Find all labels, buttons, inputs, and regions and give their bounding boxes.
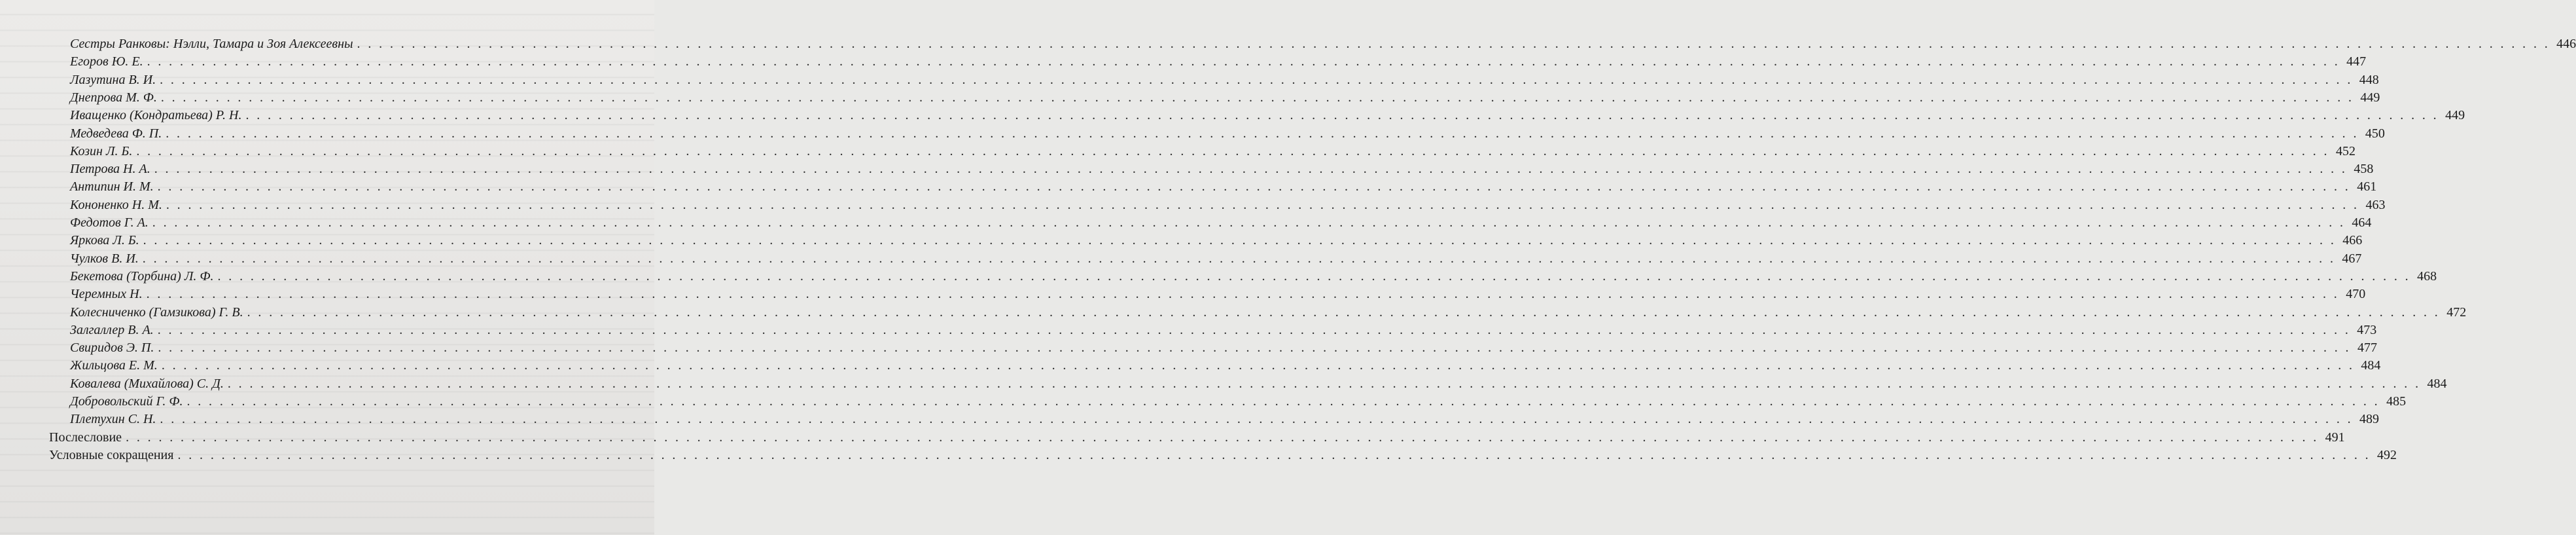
toc-entry-page: 484	[2361, 358, 2381, 373]
toc-entry	[70, 143, 2355, 160]
toc-entry	[70, 268, 2437, 286]
dot-leader: . . . . . . . . . . . . . . . . . . . . . . . . . . . . . . . . . . . . . . . . . . . . . . . . . . . . . . . . . . . . . . . . . . . . . . . . . . . . . . . . . . . . . . . . . . . . . . . . . . . . . . . . . . . . . . . . . . . . . . . . . . . . . . . . . . . . . . . . . . . . . . . . . . . . . . . . . . . . . . . . . . . . . . . . . . . . . . . . . . . . . . . . . . . . . . . . . . . . . . . .	[160, 90, 2354, 105]
toc-entry-title: Ковалева (Михайлова) С. Д.	[70, 376, 224, 391]
toc-entry-page: 491	[2325, 430, 2345, 445]
dot-leader: . . . . . . . . . . . . . . . . . . . . . . . . . . . . . . . . . . . . . . . . . . . . . . . . . . . . . . . . . . . . . . . . . . . . . . . . . . . . . . . . . . . . . . . . . . . . . . . . . . . . . . . . . . . . . . . . . . . . . . . . . . . . . . . . . . . . . . . . . . . . . . . . . . . . . . . . . . . . . . . . . . . . . . . . . . . . . . . . . . . . . . . . . . . . . . . . . . . . . . . .	[142, 251, 2336, 266]
toc-entry-page: 473	[2357, 322, 2377, 337]
toc-entry-title: Залгаллер В. А.	[70, 322, 154, 337]
toc-entry-page: 489	[2359, 412, 2380, 427]
dot-leader: . . . . . . . . . . . . . . . . . . . . . . . . . . . . . . . . . . . . . . . . . . . . . . . . . . . . . . . . . . . . . . . . . . . . . . . . . . . . . . . . . . . . . . . . . . . . . . . . . . . . . . . . . . . . . . . . . . . . . . . . . . . . . . . . . . . . . . . . . . . . . . . . . . . . . . . . . . . . . . . . . . . . . . . . . . . . . . . . . . . . . . . . . . . . . . . . . . . . . . . .	[146, 287, 2340, 302]
dot-leader: . . . . . . . . . . . . . . . . . . . . . . . . . . . . . . . . . . . . . . . . . . . . . . . . . . . . . . . . . . . . . . . . . . . . . . . . . . . . . . . . . . . . . . . . . . . . . . . . . . . . . . . . . . . . . . . . . . . . . . . . . . . . . . . . . . . . . . . . . . . . . . . . . . . . . . . . . . . . . . . . . . . . . . . . . . . . . . . . . . . . . . . . . . . . . . . . . . . . . . . .	[217, 268, 2411, 284]
dot-leader: . . . . . . . . . . . . . . . . . . . . . . . . . . . . . . . . . . . . . . . . . . . . . . . . . . . . . . . . . . . . . . . . . . . . . . . . . . . . . . . . . . . . . . . . . . . . . . . . . . . . . . . . . . . . . . . . . . . . . . . . . . . . . . . . . . . . . . . . . . . . . . . . . . . . . . . . . . . . . . . . . . . . . . . . . . . . . . . . . . . . . . . . . . . . . . . . . . . . . . . .	[136, 143, 2329, 158]
toc-entry-page: 449	[2445, 108, 2465, 123]
toc-entry-title: Добровольский Г. Ф.	[70, 394, 183, 409]
toc-entry-page: 464	[2352, 215, 2372, 230]
dot-leader: . . . . . . . . . . . . . . . . . . . . . . . . . . . . . . . . . . . . . . . . . . . . . . . . . . . . . . . . . . . . . . . . . . . . . . . . . . . . . . . . . . . . . . . . . . . . . . . . . . . . . . . . . . . . . . . . . . . . . . . . . . . . . . . . . . . . . . . . . . . . . . . . . . . . . . . . . . . . . . . . . . . . . . . . . . . . . . . . . . . . . . . . . . . . . . . . . . . . . . . .	[177, 447, 2371, 462]
toc-entry-title: Свиридов Э. П.	[70, 341, 154, 356]
toc-entry	[70, 71, 2379, 89]
toc-entry-page: 467	[2342, 251, 2362, 266]
dot-leader: . . . . . . . . . . . . . . . . . . . . . . . . . . . . . . . . . . . . . . . . . . . . . . . . . . . . . . . . . . . . . . . . . . . . . . . . . . . . . . . . . . . . . . . . . . . . . . . . . . . . . . . . . . . . . . . . . . . . . . . . . . . . . . . . . . . . . . . . . . . . . . . . . . . . . . . . . . . . . . . . . . . . . . . . . . . . . . . . . . . . . . . . . . . . . . . . . . . . . . . .	[160, 72, 2353, 87]
toc-entry-page: 468	[2417, 268, 2437, 284]
toc-entry-page: 461	[2357, 179, 2377, 194]
toc-entry	[70, 375, 2447, 393]
toc-entry	[70, 339, 2377, 357]
dot-leader: . . . . . . . . . . . . . . . . . . . . . . . . . . . . . . . . . . . . . . . . . . . . . . . . . . . . . . . . . . . . . . . . . . . . . . . . . . . . . . . . . . . . . . . . . . . . . . . . . . . . . . . . . . . . . . . . . . . . . . . . . . . . . . . . . . . . . . . . . . . . . . . . . . . . . . . . . . . . . . . . . . . . . . . . . . . . . . . . . . . . . . . . . . . . . . . . . . . . . . . .	[227, 376, 2421, 391]
toc-entry-page: 463	[2365, 197, 2386, 212]
toc-entry-title: Федотов Г. А.	[70, 215, 149, 230]
toc-entry-page: 466	[2342, 233, 2363, 248]
dot-leader: . . . . . . . . . . . . . . . . . . . . . . . . . . . . . . . . . . . . . . . . . . . . . . . . . . . . . . . . . . . . . . . . . . . . . . . . . . . . . . . . . . . . . . . . . . . . . . . . . . . . . . . . . . . . . . . . . . . . . . . . . . . . . . . . . . . . . . . . . . . . . . . . . . . . . . . . . . . . . . . . . . . . . . . . . . . . . . . . . . . . . . . . . . . . . . . . . . . . . . . .	[166, 197, 2359, 212]
toc-entry	[70, 178, 2377, 196]
dot-leader: . . . . . . . . . . . . . . . . . . . . . . . . . . . . . . . . . . . . . . . . . . . . . . . . . . . . . . . . . . . . . . . . . . . . . . . . . . . . . . . . . . . . . . . . . . . . . . . . . . . . . . . . . . . . . . . . . . . . . . . . . . . . . . . . . . . . . . . . . . . . . . . . . . . . . . . . . . . . . . . . . . . . . . . . . . . . . . . . . . . . . . . . . . . . . . . . . . . . . . . .	[154, 162, 2348, 177]
toc-entry-page: 447	[2346, 54, 2367, 69]
dot-leader: . . . . . . . . . . . . . . . . . . . . . . . . . . . . . . . . . . . . . . . . . . . . . . . . . . . . . . . . . . . . . . . . . . . . . . . . . . . . . . . . . . . . . . . . . . . . . . . . . . . . . . . . . . . . . . . . . . . . . . . . . . . . . . . . . . . . . . . . . . . . . . . . . . . . . . . . . . . . . . . . . . . . . . . . . . . . . . . . . . . . . . . . . . . . . . . . . . . . . . . .	[126, 430, 2319, 445]
toc-entry-page: 458	[2354, 162, 2374, 177]
toc-entry	[49, 447, 2397, 464]
dot-leader: . . . . . . . . . . . . . . . . . . . . . . . . . . . . . . . . . . . . . . . . . . . . . . . . . . . . . . . . . . . . . . . . . . . . . . . . . . . . . . . . . . . . . . . . . . . . . . . . . . . . . . . . . . . . . . . . . . . . . . . . . . . . . . . . . . . . . . . . . . . . . . . . . . . . . . . . . . . . . . . . . . . . . . . . . . . . . . . . . . . . . . . . . . . . . . . . . . . . . . . .	[161, 358, 2355, 373]
toc-entry-title: Петрова Н. А.	[70, 162, 150, 177]
toc-entry-title: Условные сокращения	[49, 447, 174, 462]
toc-entry-title: Иващенко (Кондратьева) Р. Н.	[70, 108, 242, 123]
toc-entry	[70, 214, 2372, 232]
dot-leader: . . . . . . . . . . . . . . . . . . . . . . . . . . . . . . . . . . . . . . . . . . . . . . . . . . . . . . . . . . . . . . . . . . . . . . . . . . . . . . . . . . . . . . . . . . . . . . . . . . . . . . . . . . . . . . . . . . . . . . . . . . . . . . . . . . . . . . . . . . . . . . . . . . . . . . . . . . . . . . . . . . . . . . . . . . . . . . . . . . . . . . . . . . . . . . . . . . . . . . . .	[143, 233, 2337, 248]
dot-leader: . . . . . . . . . . . . . . . . . . . . . . . . . . . . . . . . . . . . . . . . . . . . . . . . . . . . . . . . . . . . . . . . . . . . . . . . . . . . . . . . . . . . . . . . . . . . . . . . . . . . . . . . . . . . . . . . . . . . . . . . . . . . . . . . . . . . . . . . . . . . . . . . . . . . . . . . . . . . . . . . . . . . . . . . . . . . . . . . . . . . . . . . . . . . . . . . . . . . . . . .	[147, 54, 2340, 69]
dot-leader: . . . . . . . . . . . . . . . . . . . . . . . . . . . . . . . . . . . . . . . . . . . . . . . . . . . . . . . . . . . . . . . . . . . . . . . . . . . . . . . . . . . . . . . . . . . . . . . . . . . . . . . . . . . . . . . . . . . . . . . . . . . . . . . . . . . . . . . . . . . . . . . . . . . . . . . . . . . . . . . . . . . . . . . . . . . . . . . . . . . . . . . . . . . . . . . . . . . . . . . .	[245, 108, 2439, 123]
dot-leader: . . . . . . . . . . . . . . . . . . . . . . . . . . . . . . . . . . . . . . . . . . . . . . . . . . . . . . . . . . . . . . . . . . . . . . . . . . . . . . . . . . . . . . . . . . . . . . . . . . . . . . . . . . . . . . . . . . . . . . . . . . . . . . . . . . . . . . . . . . . . . . . . . . . . . . . . . . . . . . . . . . . . . . . . . . . . . . . . . . . . . . . . . . . . . . . . . . . . . . . .	[160, 412, 2354, 427]
dot-leader: . . . . . . . . . . . . . . . . . . . . . . . . . . . . . . . . . . . . . . . . . . . . . . . . . . . . . . . . . . . . . . . . . . . . . . . . . . . . . . . . . . . . . . . . . . . . . . . . . . . . . . . . . . . . . . . . . . . . . . . . . . . . . . . . . . . . . . . . . . . . . . . . . . . . . . . . . . . . . . . . . . . . . . . . . . . . . . . . . . . . . . . . . . . . . . . . . . . . . . . .	[157, 179, 2351, 194]
dot-leader: . . . . . . . . . . . . . . . . . . . . . . . . . . . . . . . . . . . . . . . . . . . . . . . . . . . . . . . . . . . . . . . . . . . . . . . . . . . . . . . . . . . . . . . . . . . . . . . . . . . . . . . . . . . . . . . . . . . . . . . . . . . . . . . . . . . . . . . . . . . . . . . . . . . . . . . . . . . . . . . . . . . . . . . . . . . . . . . . . . . . . . . . . . . . . . . . . . . . . . . .	[152, 215, 2346, 230]
toc-entry	[70, 304, 2467, 322]
toc-entry-page: 484	[2427, 376, 2447, 391]
toc-entry	[70, 53, 2367, 71]
toc-entry-title: Бекетова (Торбина) Л. Ф.	[70, 268, 214, 284]
dot-leader: . . . . . . . . . . . . . . . . . . . . . . . . . . . . . . . . . . . . . . . . . . . . . . . . . . . . . . . . . . . . . . . . . . . . . . . . . . . . . . . . . . . . . . . . . . . . . . . . . . . . . . . . . . . . . . . . . . . . . . . . . . . . . . . . . . . . . . . . . . . . . . . . . . . . . . . . . . . . . . . . . . . . . . . . . . . . . . . . . . . . . . . . . . . . . . . . . . . . . . . .	[158, 341, 2351, 356]
dot-leader: . . . . . . . . . . . . . . . . . . . . . . . . . . . . . . . . . . . . . . . . . . . . . . . . . . . . . . . . . . . . . . . . . . . . . . . . . . . . . . . . . . . . . . . . . . . . . . . . . . . . . . . . . . . . . . . . . . . . . . . . . . . . . . . . . . . . . . . . . . . . . . . . . . . . . . . . . . . . . . . . . . . . . . . . . . . . . . . . . . . . . . . . . . . . . . . . . . . . . . . .	[157, 322, 2351, 337]
toc-entry	[70, 196, 2386, 214]
toc-entry	[70, 125, 2385, 143]
toc-entry-page: 472	[2446, 304, 2467, 320]
toc-entry	[70, 232, 2363, 249]
toc-entry-title: Черемных Н.	[70, 287, 143, 302]
toc-entry	[70, 107, 2465, 124]
toc-entry-title: Козин Л. Б.	[70, 143, 133, 158]
toc-entry-page: 492	[2377, 447, 2397, 462]
toc-entry	[70, 286, 2366, 303]
toc-entry	[70, 89, 2380, 107]
toc-entry	[70, 393, 2407, 411]
toc-entry-title: Плетухин С. Н.	[70, 412, 156, 427]
toc-entry-title: Жильцова Е. М.	[70, 358, 158, 373]
toc-entry-title: Лазутина В. И.	[70, 72, 156, 87]
toc-entry-title: Яркова Л. Б.	[70, 233, 139, 248]
toc-entry	[70, 411, 2380, 428]
dot-leader: . . . . . . . . . . . . . . . . . . . . . . . . . . . . . . . . . . . . . . . . . . . . . . . . . . . . . . . . . . . . . . . . . . . . . . . . . . . . . . . . . . . . . . . . . . . . . . . . . . . . . . . . . . . . . . . . . . . . . . . . . . . . . . . . . . . . . . . . . . . . . . . . . . . . . . . . . . . . . . . . . . . . . . . . . . . . . . . . . . . . . . . . . . . . . . . . . . . . . . . .	[186, 394, 2380, 409]
dot-leader: . . . . . . . . . . . . . . . . . . . . . . . . . . . . . . . . . . . . . . . . . . . . . . . . . . . . . . . . . . . . . . . . . . . . . . . . . . . . . . . . . . . . . . . . . . . . . . . . . . . . . . . . . . . . . . . . . . . . . . . . . . . . . . . . . . . . . . . . . . . . . . . . . . . . . . . . . . . . . . . . . . . . . . . . . . . . . . . . . . . . . . . . . . . . . . . . . . . . . . . .	[247, 304, 2441, 320]
dot-leader: . . . . . . . . . . . . . . . . . . . . . . . . . . . . . . . . . . . . . . . . . . . . . . . . . . . . . . . . . . . . . . . . . . . . . . . . . . . . . . . . . . . . . . . . . . . . . . . . . . . . . . . . . . . . . . . . . . . . . . . . . . . . . . . . . . . . . . . . . . . . . . . . . . . . . . . . . . . . . . . . . . . . . . . . . . . . . . . . . . . . . . . . . . . . . . . . . . . . . . . .	[166, 126, 2359, 141]
toc-entry-page: 477	[2357, 341, 2377, 356]
toc-entry-title: Днепрова М. Ф.	[70, 90, 157, 105]
dot-leader: . . . . . . . . . . . . . . . . . . . . . . . . . . . . . . . . . . . . . . . . . . . . . . . . . . . . . . . . . . . . . . . . . . . . . . . . . . . . . . . . . . . . . . . . . . . . . . . . . . . . . . . . . . . . . . . . . . . . . . . . . . . . . . . . . . . . . . . . . . . . . . . . . . . . . . . . . . . . . . . . . . . . . . . . . . . . . . . . . . . . . . . . . . . . . . . . . . . . . . . .	[357, 37, 2550, 51]
toc-entry-title: Медведева Ф. П.	[70, 126, 162, 141]
toc-entry-page: 449	[2360, 90, 2380, 105]
toc-entry-title: Чулков В. И.	[70, 251, 139, 266]
toc-entry	[49, 429, 2345, 447]
toc-entry	[70, 250, 2362, 268]
toc-entry-title: Колесниченко (Гамзикова) Г. В.	[70, 304, 243, 320]
toc-entry-page: 446	[2556, 37, 2576, 51]
toc-entry-title: Послесловие	[49, 430, 122, 445]
toc-entry-page: 485	[2386, 394, 2407, 409]
toc-entry-title: Антипин И. М.	[70, 179, 154, 194]
toc-entry-title: Егоров Ю. Е.	[70, 54, 143, 69]
toc-entry	[70, 35, 2576, 53]
toc-entry-title: Сестры Ранковы: Нэлли, Тамара и Зоя Алексеевны	[70, 37, 353, 51]
toc-entry-page: 470	[2346, 287, 2366, 302]
toc-entry	[70, 322, 2377, 339]
toc-entry-page: 450	[2365, 126, 2385, 141]
toc-entry-page: 452	[2335, 143, 2355, 158]
toc-entry-title: Кононенко Н. М.	[70, 197, 162, 212]
toc-entry	[70, 357, 2381, 375]
toc-entry-page: 448	[2359, 72, 2379, 87]
toc-entry	[70, 160, 2374, 178]
